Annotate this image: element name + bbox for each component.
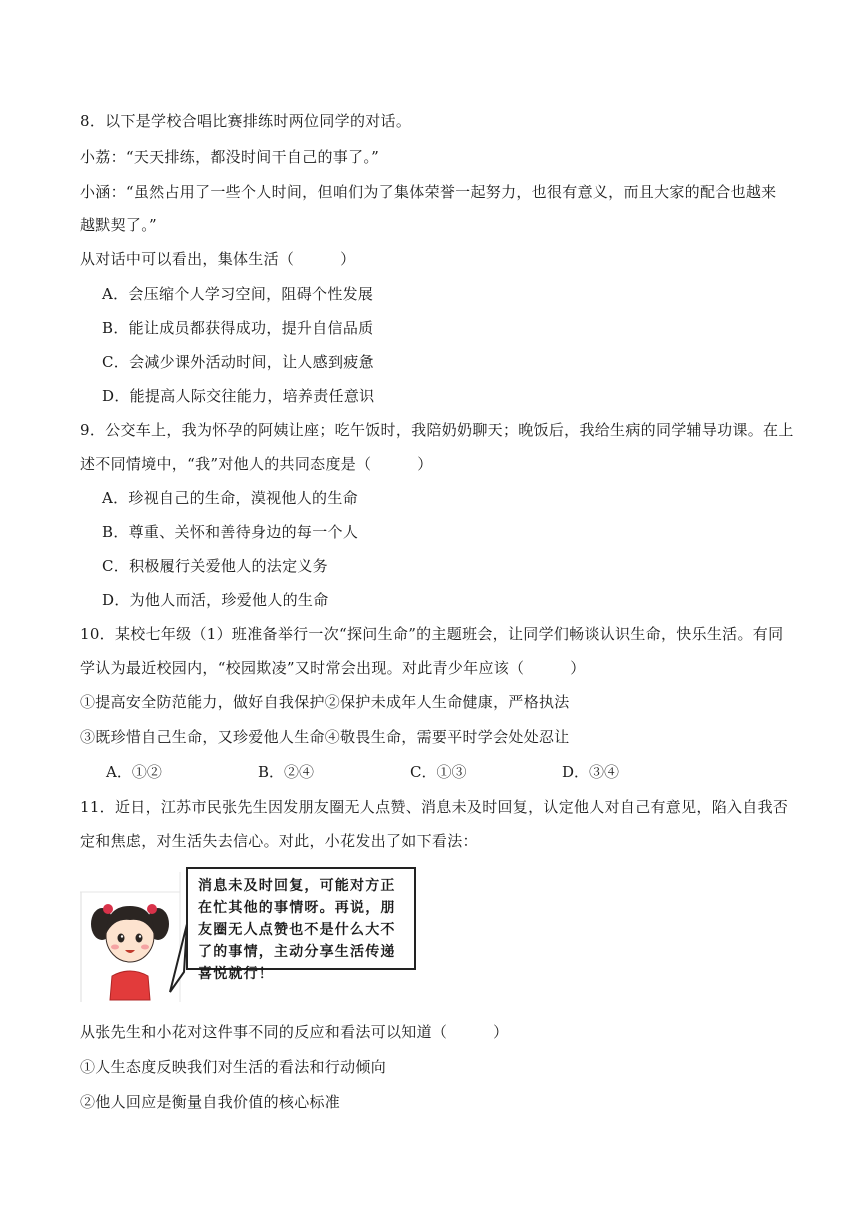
left-cheek-icon — [111, 945, 119, 950]
q8-dialog-2b: 越默契了。” — [80, 216, 157, 234]
q10-option-b: B．②④ — [258, 763, 315, 781]
q10-items-b: ③既珍惜自己生命，又珍爱他人生命④敬畏生命，需要平时学会处处忍让 — [80, 728, 570, 746]
q9-stem-b: 述不同情境中，“我”对他人的共同态度是（ ） — [80, 455, 433, 473]
q8-option-c: C．会减少课外活动时间，让人感到疲惫 — [102, 353, 374, 371]
q10-stem-a: 10．某校七年级（1）班准备举行一次“探问生命”的主题班会，让同学们畅谈认识生命，快乐生活。有同 — [80, 625, 784, 643]
q8-dialog-2a: 小涵：“虽然占用了一些个人时间，但咱们为了集体荣誉一起努力，也很有意义，而且大家的配合也越来 — [80, 183, 777, 201]
q10-option-c: C．①③ — [410, 763, 467, 781]
q10-options — [106, 762, 746, 782]
q11-question: 从张先生和小花对这件事不同的反应和看法可以知道（ ） — [80, 1023, 509, 1041]
q11-stem-b: 定和焦虑，对生活失去信心。对此，小花发出了如下看法： — [80, 832, 478, 850]
q10-items-a: ①提高安全防范能力，做好自我保护②保护未成年人生命健康，严格执法 — [80, 693, 570, 711]
speech-bubble: 消息未及时回复，可能对方正在忙其他的事情呀。再说，朋友圈无人点赞也不是什么大不了的事情，主动分享生活传递喜悦就行！ — [186, 867, 416, 970]
q9-option-d: D．为他人而活，珍爱他人的生命 — [102, 591, 329, 609]
right-bow-icon — [147, 904, 157, 914]
q11-stem-a: 11．近日，江苏市民张先生因发朋友圈无人点赞、消息未及时回复，认定他人对自己有意见，陷入自我否 — [80, 798, 789, 816]
q11-item-2: ②他人回应是衡量自我价值的核心标准 — [80, 1093, 341, 1111]
q11-item-1: ①人生态度反映我们对生活的看法和行动倾向 — [80, 1058, 387, 1076]
q10-option-d: D．③④ — [562, 763, 620, 781]
right-eye-icon — [136, 934, 143, 943]
q8-option-b: B．能让成员都获得成功，提升自信品质 — [102, 319, 374, 337]
q9-stem-a: 9．公交车上，我为怀孕的阿姨让座；吃午饭时，我陪奶奶聊天；晚饭后，我给生病的同学辅导功课。在上 — [80, 421, 794, 439]
q9-option-c: C．积极履行关爱他人的法定义务 — [102, 557, 328, 575]
shirt-icon — [110, 971, 150, 1000]
q8-option-a: A．会压缩个人学习空间，阻碍个性发展 — [102, 285, 374, 303]
q8-option-d: D．能提高人际交往能力，培养责任意识 — [102, 387, 375, 405]
q9-option-b: B．尊重、关怀和善待身边的每一个人 — [102, 523, 359, 541]
bubble-tail-icon — [170, 924, 187, 992]
q8-dialog-1: 小荔：“天天排练，都没时间干自己的事了。” — [80, 148, 380, 166]
q10-option-a: A．①② — [106, 763, 162, 781]
right-cheek-icon — [141, 945, 149, 950]
left-eye-icon — [118, 934, 125, 943]
q8-stem: 8．以下是学校合唱比赛排练时两位同学的对话。 — [80, 112, 412, 130]
left-bow-icon — [103, 904, 113, 914]
q8-question: 从对话中可以看出，集体生活（ ） — [80, 250, 356, 268]
q9-option-a: A．珍视自己的生命，漠视他人的生命 — [102, 489, 358, 507]
q10-stem-b: 学认为最近校园内，“校园欺凌”又时常会出现。对此青少年应该（ ） — [80, 659, 586, 677]
